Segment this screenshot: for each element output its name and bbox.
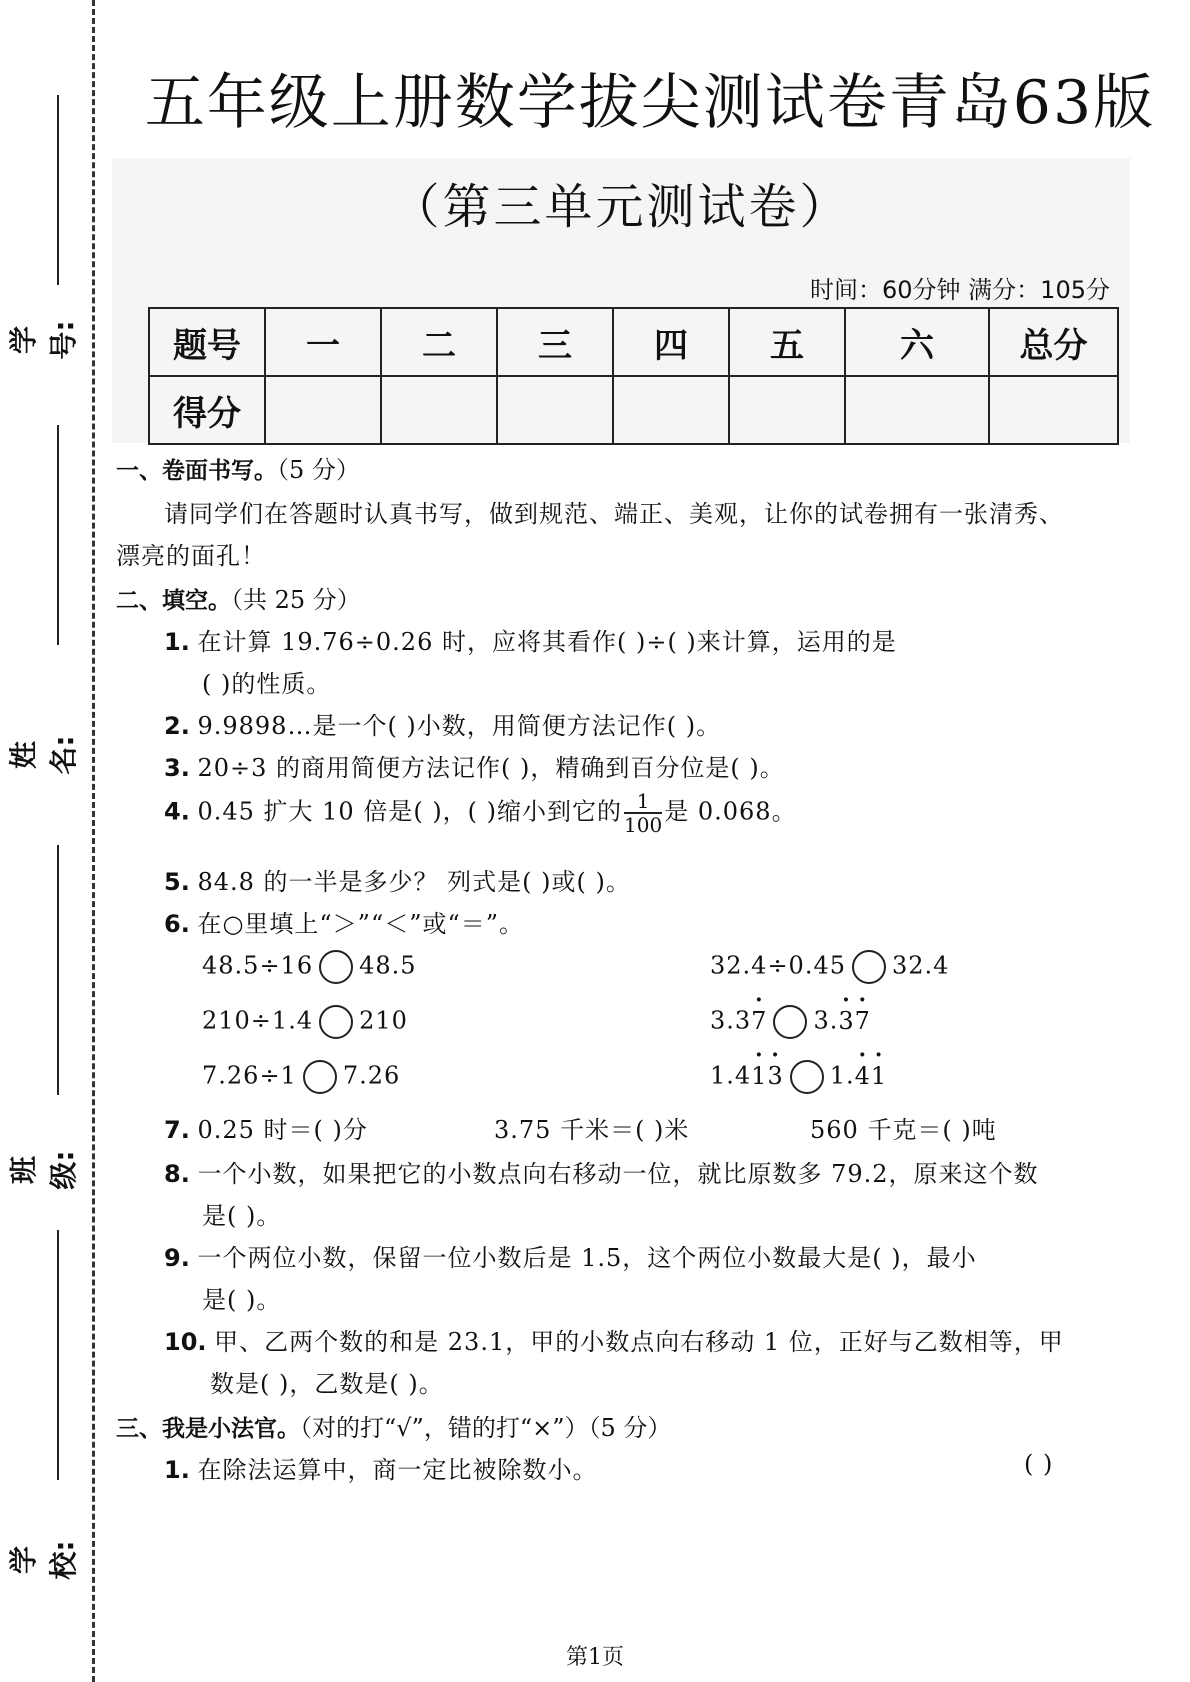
question-3 xyxy=(164,748,785,783)
compare-circle[interactable] xyxy=(852,950,886,984)
compare-left: 7.26÷1 xyxy=(202,1061,297,1090)
student-id-label: 学号: xyxy=(7,320,80,360)
compare-circle[interactable] xyxy=(319,1005,353,1039)
question-6 xyxy=(164,904,524,939)
section-3-heading xyxy=(116,1408,671,1443)
question-text: 在○里填上“＞”“＜”或“＝”。 xyxy=(197,910,525,938)
question-text: 是( )。 xyxy=(202,1202,282,1230)
fraction-numerator: 1 xyxy=(624,790,662,814)
section-1-text: 请同学们在答题时认真书写，做到规范、端正、美观，让你的试卷拥有一张清秀、 xyxy=(164,500,1064,528)
score-header-cell: 一 xyxy=(265,308,381,376)
compare-circle[interactable] xyxy=(790,1060,824,1094)
student-id-line[interactable] xyxy=(57,95,59,285)
compare-item xyxy=(710,1060,887,1094)
score-cell[interactable] xyxy=(265,376,381,444)
compare-left: 3.3 xyxy=(710,1006,752,1035)
question-text: 20÷3 的商用简便方法记作( )，精确到百分位是( )。 xyxy=(197,754,785,782)
compare-right: 1. xyxy=(829,1061,855,1090)
question-text: 3.75 千米＝( )米 xyxy=(494,1116,690,1144)
score-row-label: 得分 xyxy=(149,376,265,444)
section-points: （5 分） xyxy=(277,456,360,484)
section-1-heading xyxy=(116,450,360,485)
section-points: （对的打“√”，错的打“×”）（5 分） xyxy=(300,1414,672,1442)
compare-item xyxy=(710,950,949,984)
score-header-row xyxy=(149,308,1118,376)
question-text: 是 0.068。 xyxy=(664,797,797,826)
compare-right: 210 xyxy=(359,1006,408,1035)
question-text: 是( )。 xyxy=(202,1286,282,1314)
repeating-digit: · 3 xyxy=(838,1007,854,1035)
repeating-digit: · 7 xyxy=(855,1007,871,1035)
section-heading: 二、填空。 xyxy=(116,588,231,614)
question-10 xyxy=(164,1322,1064,1357)
exam-meta: 时间：60分钟 满分：105分 xyxy=(810,276,1110,304)
question-number: 1. xyxy=(164,1456,190,1484)
question-text: ( )的性质。 xyxy=(202,670,332,698)
compare-right: 3. xyxy=(813,1006,839,1035)
compare-left: 48.5÷16 xyxy=(202,951,314,980)
school-line[interactable] xyxy=(57,1230,59,1480)
question-text: 9.9898…是一个( )小数，用简便方法记作( )。 xyxy=(197,712,722,740)
score-header-cell: 三 xyxy=(497,308,613,376)
score-cell[interactable] xyxy=(613,376,729,444)
question-2 xyxy=(164,706,721,741)
question-text: 84.8 的一半是多少？ 列式是( )或( )。 xyxy=(197,868,631,896)
repeating-digit: · 4 xyxy=(855,1062,871,1090)
name-label: 姓名: xyxy=(7,735,80,775)
section-points: （共 25 分） xyxy=(231,586,361,614)
question-number: 8. xyxy=(164,1160,190,1188)
score-header-cell: 总分 xyxy=(989,308,1118,376)
question-text: 数是( )，乙数是( )。 xyxy=(210,1370,444,1398)
question-number: 5. xyxy=(164,868,190,896)
question-number: 4. xyxy=(164,797,190,826)
question-9 xyxy=(164,1238,977,1273)
repeating-digit: · 1 xyxy=(751,1062,767,1090)
compare-left: 210÷1.4 xyxy=(202,1006,314,1035)
score-cell[interactable] xyxy=(381,376,497,444)
question-text: 甲、乙两个数的和是 23.1，甲的小数点向右移动 1 位，正好与乙数相等，甲 xyxy=(214,1328,1064,1356)
compare-right: 7.26 xyxy=(342,1061,401,1090)
question-7 xyxy=(164,1110,368,1145)
class-label: 班级: xyxy=(7,1150,80,1190)
class-line[interactable] xyxy=(57,845,59,1095)
repeating-digit: · 1 xyxy=(871,1062,887,1090)
compare-item xyxy=(202,950,417,984)
question-text: 一个两位小数，保留一位小数后是 1.5，这个两位小数最大是( )，最小 xyxy=(197,1244,977,1272)
question-text: 0.25 时＝( )分 xyxy=(197,1116,368,1144)
page-subtitle: （第三单元测试卷） xyxy=(391,179,851,235)
school-label: 学校: xyxy=(7,1540,80,1580)
binding-dashed-line xyxy=(92,0,95,1682)
page-title: 五年级上册数学拔尖测试卷青岛63版 xyxy=(144,68,1156,138)
score-header-cell: 题号 xyxy=(149,308,265,376)
score-cell[interactable] xyxy=(497,376,613,444)
fraction-denominator: 100 xyxy=(624,813,663,837)
question-text: 一个小数，如果把它的小数点向右移动一位，就比原数多 79.2，原来这个数 xyxy=(197,1160,1039,1188)
compare-item xyxy=(202,1060,400,1094)
section-1-text: 漂亮的面孔！ xyxy=(116,542,266,570)
section-2-heading xyxy=(116,580,361,615)
question-4 xyxy=(164,790,797,836)
compare-right: 48.5 xyxy=(359,951,417,980)
question-number: 7. xyxy=(164,1116,190,1144)
question-1 xyxy=(164,622,897,657)
question-text: 在计算 19.76÷0.26 时，应将其看作( )÷( )来计算，运用的是 xyxy=(197,628,897,656)
question-text: 560 千克＝( )吨 xyxy=(810,1116,997,1144)
compare-item xyxy=(202,1005,408,1039)
score-table xyxy=(148,307,1119,445)
score-row xyxy=(149,376,1118,444)
compare-circle[interactable] xyxy=(319,950,353,984)
page-number: 第1页 xyxy=(566,1645,624,1670)
score-header-cell: 六 xyxy=(845,308,989,376)
score-cell[interactable] xyxy=(989,376,1118,444)
repeating-digit: · 7 xyxy=(751,1007,767,1035)
compare-left: 1.4 xyxy=(710,1061,752,1090)
question-5 xyxy=(164,862,631,897)
answer-bracket[interactable]: ( ) xyxy=(1024,1450,1054,1478)
compare-left: 32.4÷0.45 xyxy=(710,951,846,980)
question-number: 3. xyxy=(164,754,190,782)
score-header-cell: 五 xyxy=(729,308,845,376)
question-number: 9. xyxy=(164,1244,190,1272)
name-line[interactable] xyxy=(57,425,59,645)
question-text: 在除法运算中，商一定比被除数小。 xyxy=(197,1456,598,1484)
question-number: 6. xyxy=(164,910,190,938)
question-text: 0.45 扩大 10 倍是( )，( )缩小到它的 xyxy=(197,797,623,826)
score-header-cell: 二 xyxy=(381,308,497,376)
fraction xyxy=(624,790,662,836)
question-number: 2. xyxy=(164,712,190,740)
compare-item xyxy=(710,1005,871,1039)
question-number: 10. xyxy=(164,1328,207,1356)
section-heading: 三、我是小法官。 xyxy=(116,1416,300,1442)
score-header-cell: 四 xyxy=(613,308,729,376)
compare-right: 32.4 xyxy=(891,951,950,980)
section-heading: 一、卷面书写。 xyxy=(116,458,277,484)
compare-circle[interactable] xyxy=(773,1005,807,1039)
compare-circle[interactable] xyxy=(303,1060,337,1094)
question-8 xyxy=(164,1154,1039,1189)
question-number: 1. xyxy=(164,628,190,656)
judge-question-1 xyxy=(164,1450,597,1485)
score-cell[interactable] xyxy=(729,376,845,444)
repeating-digit: · 3 xyxy=(767,1062,783,1090)
score-cell[interactable] xyxy=(845,376,989,444)
